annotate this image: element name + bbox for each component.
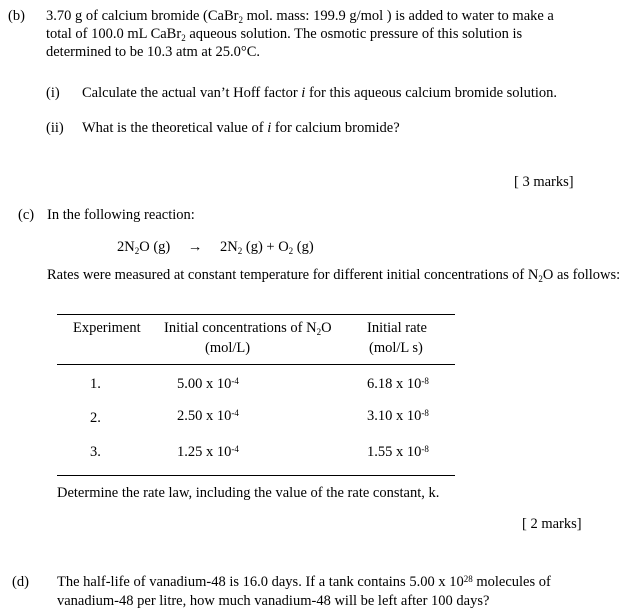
table-bottom-rule — [57, 475, 455, 476]
part-b-line-3: determined to be 10.3 atm at 25.0°C. — [46, 44, 260, 60]
table-row-1-experiment: 1. — [90, 376, 101, 392]
table-header-rate: Initial rate — [367, 320, 427, 336]
table-header-concentration-unit: (mol/L) — [205, 340, 251, 356]
table-row-1-concentration: 5.00 x $10^{-4}$ — [177, 376, 239, 392]
reaction-arrow-icon: → — [187, 239, 203, 255]
part-c-intro: In the following reaction: — [47, 207, 195, 223]
part-b-question-2-label: (ii) — [46, 120, 64, 136]
table-row-1-rate: 6.18 x $10^{-8}$ — [367, 376, 429, 392]
part-d-line-1: The half-life of vanadium-48 is 16.0 days. If a tank contains 5.00 x $10^{28}$ molecules of — [57, 574, 551, 590]
table-row-2-rate: 3.10 x $10^{-8}$ — [367, 408, 429, 424]
table-row-3-experiment: 3. — [90, 444, 101, 460]
part-d-label: (d) — [12, 574, 29, 590]
reaction-equation: $2N_2O$ $(g) \to 2N_2$ $(g) + O_2$ (g) — [117, 239, 314, 256]
table-row-3-concentration: 1.25 x $10^{-4}$ — [177, 444, 239, 460]
part-b-question-1: Calculate the actual van’t Hoff factor i for this aqueous calcium bromide solution. — [82, 85, 558, 101]
table-row-2-experiment: 2. — [90, 410, 101, 426]
part-b-question-1-label: (i) — [46, 85, 60, 101]
table-header-rate-unit: (mol/L s) — [369, 340, 423, 356]
table-header-rule — [57, 364, 455, 365]
part-b-label: (b) — [8, 8, 25, 24]
part-c-label: (c) — [18, 207, 35, 223]
part-c-marks: [ 2 marks] — [522, 516, 582, 532]
part-b-question-2: What is the theoretical value of i for calcium bromide? — [82, 120, 400, 136]
part-d-line-2: vanadium-48 per litre, how much vanadium-48 will be left after 100 days? — [57, 593, 490, 609]
table-top-rule — [57, 314, 455, 315]
table-row-3-rate: 1.55 x $10^{-8}$ — [367, 444, 429, 460]
part-b-marks: [ 3 marks] — [514, 174, 574, 190]
table-header-concentration: Initial concentrations of $N_2O$ — [164, 320, 332, 337]
part-b-line-1: 3.70 g of calcium bromide (CaBr$_2$ mol. mass: 199.9 g/mol ) is added to water to make a — [46, 8, 554, 25]
part-c-task: Determine the rate law, including the value of the rate constant, k. — [57, 485, 440, 501]
part-b-line-2: total of 100.0 mL CaBr$_2$ aqueous solution. The osmotic pressure of this solution is — [46, 26, 523, 43]
table-row-2-concentration: 2.50 x $10^{-4}$ — [177, 408, 239, 424]
rates-description: Rates were measured at constant temperature for different initial concentrations of $N_2O$ as follows: — [47, 267, 621, 284]
table-header-experiment: Experiment — [73, 320, 141, 336]
